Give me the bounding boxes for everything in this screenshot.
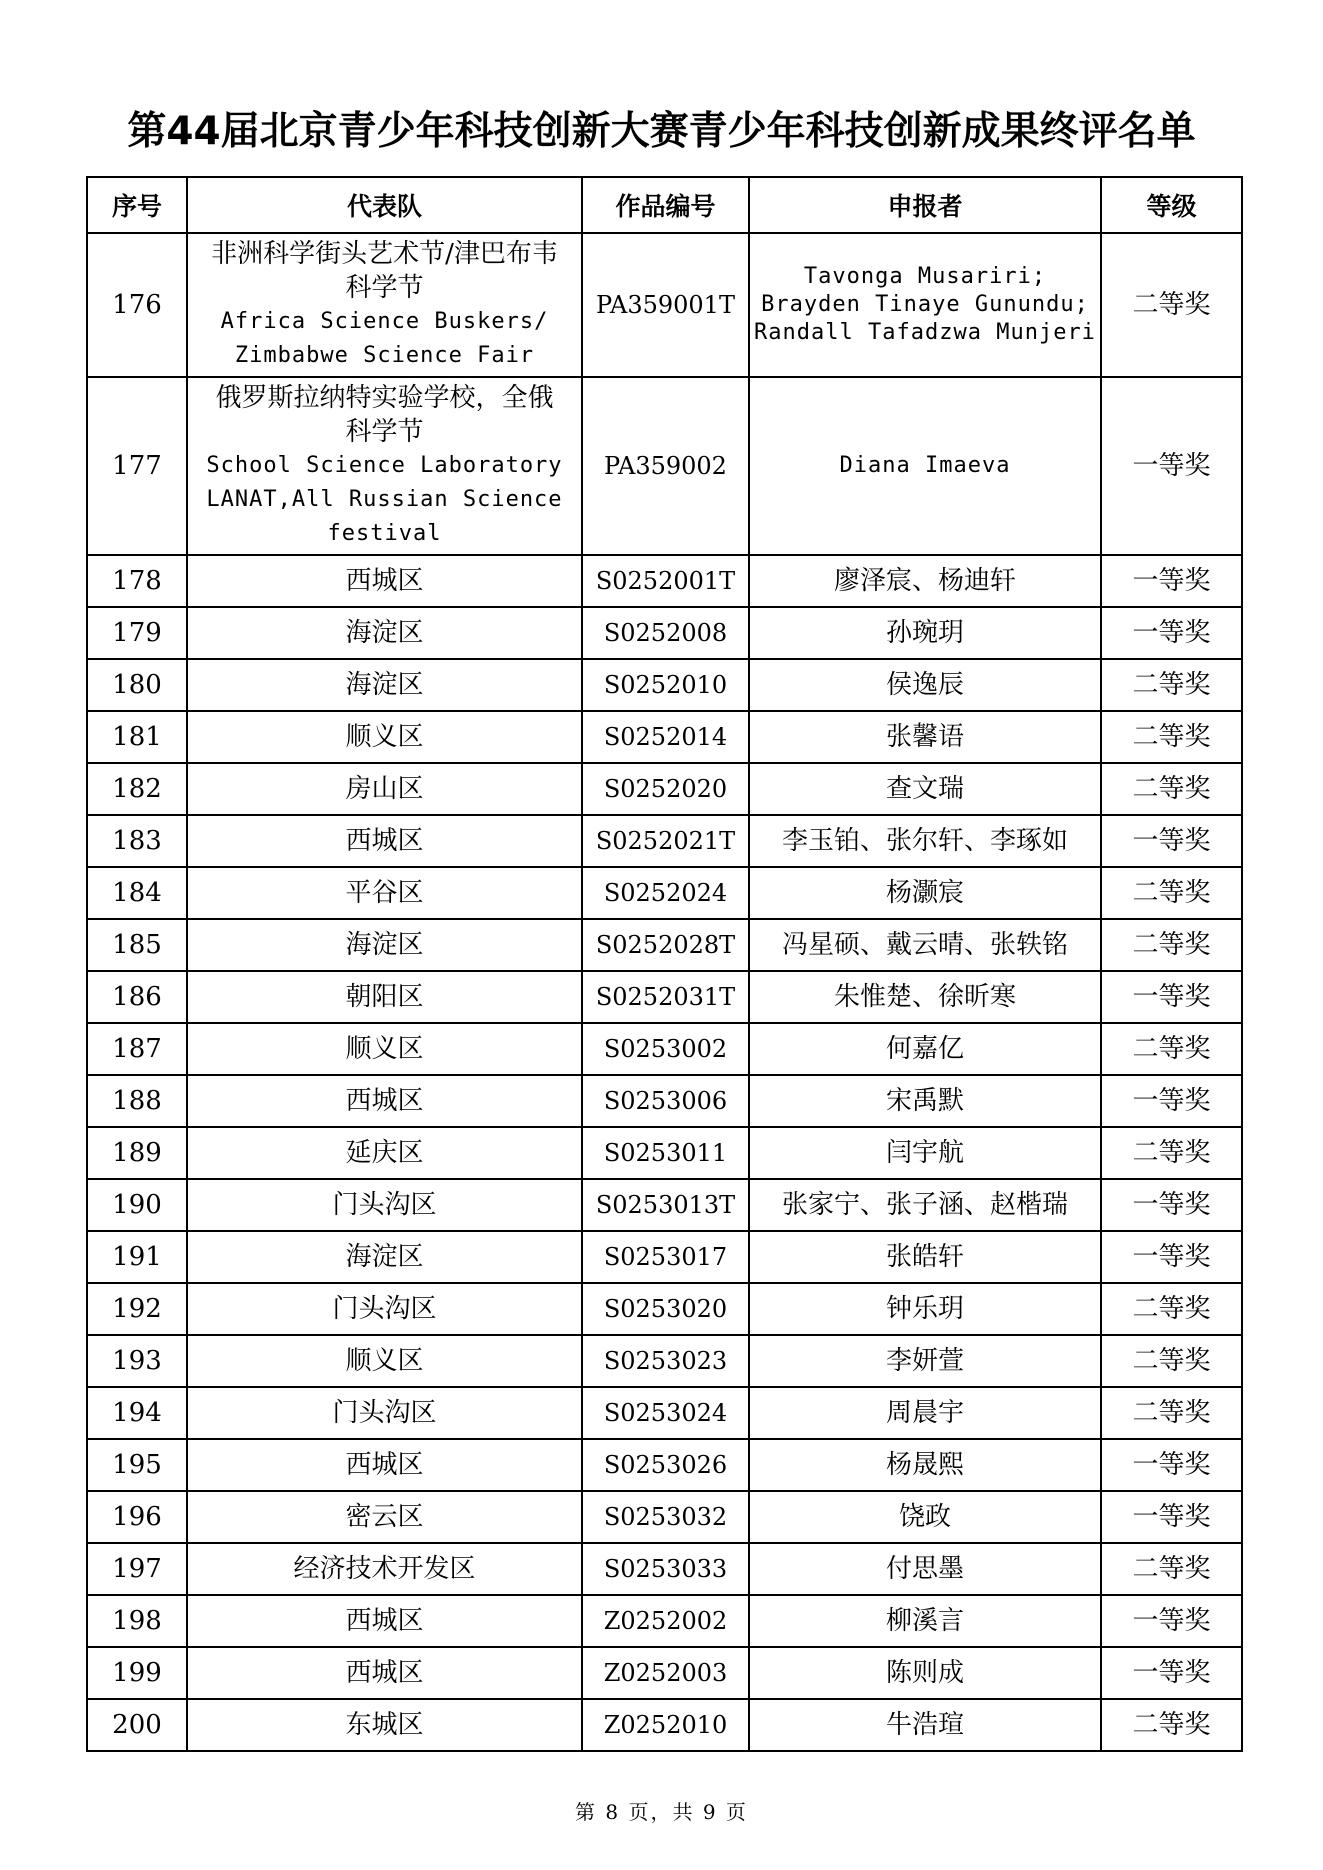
cell-team: 顺义区 — [187, 1023, 582, 1075]
cell-grade: 一等奖 — [1101, 1647, 1242, 1699]
team-line: 科学节 — [345, 417, 424, 447]
cell-team: 东城区 — [187, 1699, 582, 1751]
cell-applicant: 付思墨 — [749, 1543, 1101, 1595]
cell-work-id: PA359002 — [582, 377, 749, 555]
cell-grade: 二等奖 — [1101, 1387, 1242, 1439]
cell-applicant: 陈则成 — [749, 1647, 1101, 1699]
table-row — [87, 659, 1242, 711]
cell-team — [187, 377, 582, 555]
cell-seq: 190 — [87, 1179, 187, 1231]
cell-seq: 179 — [87, 607, 187, 659]
cell-work-id: S0253013T — [582, 1179, 749, 1231]
cell-grade: 一等奖 — [1101, 1595, 1242, 1647]
cell-team: 经济技术开发区 — [187, 1543, 582, 1595]
cell-team: 门头沟区 — [187, 1179, 582, 1231]
cell-grade: 二等奖 — [1101, 1127, 1242, 1179]
cell-grade: 一等奖 — [1101, 555, 1242, 607]
cell-seq: 181 — [87, 711, 187, 763]
cell-work-id: S0253033 — [582, 1543, 749, 1595]
cell-applicant: 周晨宇 — [749, 1387, 1101, 1439]
page-title: 第44届北京青少年科技创新大赛青少年科技创新成果终评名单 — [127, 109, 1196, 154]
cell-applicant: 李妍萱 — [749, 1335, 1101, 1387]
cell-work-id: S0252020 — [582, 763, 749, 815]
cell-team: 平谷区 — [187, 867, 582, 919]
cell-seq: 195 — [87, 1439, 187, 1491]
cell-applicant: 朱惟楚、徐昕寒 — [749, 971, 1101, 1023]
cell-applicant: 钟乐玥 — [749, 1283, 1101, 1335]
cell-work-id: S0253023 — [582, 1335, 749, 1387]
cell-grade: 一等奖 — [1101, 1231, 1242, 1283]
table-row — [87, 815, 1242, 867]
cell-grade: 一等奖 — [1101, 971, 1242, 1023]
cell-work-id: Z0252010 — [582, 1699, 749, 1751]
cell-work-id: S0253024 — [582, 1387, 749, 1439]
table-row — [87, 1387, 1242, 1439]
cell-grade: 二等奖 — [1101, 1543, 1242, 1595]
cell-grade: 一等奖 — [1101, 1179, 1242, 1231]
cell-team: 西城区 — [187, 555, 582, 607]
cell-grade: 一等奖 — [1101, 1439, 1242, 1491]
cell-seq: 199 — [87, 1647, 187, 1699]
applicant-line: Randall Tafadzwa Munjeri — [754, 320, 1096, 345]
cell-grade: 二等奖 — [1101, 763, 1242, 815]
cell-grade: 二等奖 — [1101, 233, 1242, 377]
cell-grade: 一等奖 — [1101, 1491, 1242, 1543]
cell-work-id: S0253020 — [582, 1283, 749, 1335]
cell-work-id: Z0252003 — [582, 1647, 749, 1699]
applicant-line: Tavonga Musariri; — [803, 264, 1047, 289]
header-team: 代表队 — [187, 177, 582, 233]
cell-grade: 二等奖 — [1101, 1283, 1242, 1335]
cell-team: 西城区 — [187, 815, 582, 867]
cell-seq: 192 — [87, 1283, 187, 1335]
table-row — [87, 1075, 1242, 1127]
table-row — [87, 1595, 1242, 1647]
cell-team: 西城区 — [187, 1439, 582, 1491]
cell-team: 朝阳区 — [187, 971, 582, 1023]
cell-work-id: S0252001T — [582, 555, 749, 607]
header-grade: 等级 — [1101, 177, 1242, 233]
cell-team: 西城区 — [187, 1647, 582, 1699]
cell-seq: 196 — [87, 1491, 187, 1543]
table-row — [87, 763, 1242, 815]
cell-applicant — [749, 233, 1101, 377]
table-row — [87, 1231, 1242, 1283]
cell-seq: 177 — [87, 377, 187, 555]
cell-work-id: S0252024 — [582, 867, 749, 919]
table-row — [87, 1127, 1242, 1179]
cell-team: 门头沟区 — [187, 1283, 582, 1335]
table-row — [87, 233, 1242, 377]
applicant-line: Diana Imaeva — [839, 453, 1011, 478]
cell-seq: 176 — [87, 233, 187, 377]
applicant-line: Brayden Tinaye Gunundu; — [761, 292, 1089, 317]
table-row — [87, 867, 1242, 919]
cell-seq: 185 — [87, 919, 187, 971]
cell-grade: 二等奖 — [1101, 659, 1242, 711]
table-row — [87, 1543, 1242, 1595]
cell-team: 密云区 — [187, 1491, 582, 1543]
cell-work-id: S0252008 — [582, 607, 749, 659]
cell-team: 海淀区 — [187, 1231, 582, 1283]
cell-work-id: S0253017 — [582, 1231, 749, 1283]
table-row — [87, 1699, 1242, 1751]
cell-work-id: S0252014 — [582, 711, 749, 763]
cell-seq: 184 — [87, 867, 187, 919]
header-applicant: 申报者 — [749, 177, 1101, 233]
table-row — [87, 1335, 1242, 1387]
cell-seq: 188 — [87, 1075, 187, 1127]
cell-seq: 189 — [87, 1127, 187, 1179]
cell-team — [187, 233, 582, 377]
cell-applicant: 李玉铂、张尔轩、李琢如 — [749, 815, 1101, 867]
cell-seq: 194 — [87, 1387, 187, 1439]
team-line: festival — [327, 521, 442, 546]
cell-seq: 186 — [87, 971, 187, 1023]
cell-work-id: S0252028T — [582, 919, 749, 971]
table-row — [87, 377, 1242, 555]
cell-applicant: 牛浩瑄 — [749, 1699, 1101, 1751]
cell-work-id: S0252021T — [582, 815, 749, 867]
cell-work-id: S0252031T — [582, 971, 749, 1023]
cell-applicant: 冯星硕、戴云晴、张轶铭 — [749, 919, 1101, 971]
cell-applicant: 张家宁、张子涵、赵楷瑞 — [749, 1179, 1101, 1231]
cell-work-id: S0253006 — [582, 1075, 749, 1127]
cell-team: 海淀区 — [187, 919, 582, 971]
cell-seq: 200 — [87, 1699, 187, 1751]
cell-seq: 187 — [87, 1023, 187, 1075]
header-work-id: 作品编号 — [582, 177, 749, 233]
cell-grade: 二等奖 — [1101, 1335, 1242, 1387]
cell-applicant: 杨灏宸 — [749, 867, 1101, 919]
team-line: Zimbabwe Science Fair — [234, 343, 535, 368]
cell-seq: 183 — [87, 815, 187, 867]
cell-grade: 二等奖 — [1101, 867, 1242, 919]
cell-work-id: PA359001T — [582, 233, 749, 377]
cell-grade: 一等奖 — [1101, 377, 1242, 555]
team-line: LANAT,All Russian Science — [206, 487, 563, 512]
cell-applicant: 张馨语 — [749, 711, 1101, 763]
cell-work-id: Z0252002 — [582, 1595, 749, 1647]
cell-team: 西城区 — [187, 1595, 582, 1647]
cell-seq: 198 — [87, 1595, 187, 1647]
table-header-row — [87, 177, 1242, 233]
table-row — [87, 919, 1242, 971]
cell-seq: 193 — [87, 1335, 187, 1387]
team-line: 科学节 — [345, 273, 424, 303]
team-line: 非洲科学街头艺术节/津巴布韦 — [211, 239, 558, 269]
table-row — [87, 1283, 1242, 1335]
cell-applicant: 廖泽宸、杨迪轩 — [749, 555, 1101, 607]
cell-seq: 197 — [87, 1543, 187, 1595]
cell-applicant: 侯逸辰 — [749, 659, 1101, 711]
team-line: 俄罗斯拉纳特实验学校，全俄 — [215, 383, 554, 413]
cell-work-id: S0252010 — [582, 659, 749, 711]
cell-seq: 191 — [87, 1231, 187, 1283]
cell-team: 顺义区 — [187, 1335, 582, 1387]
cell-work-id: S0253026 — [582, 1439, 749, 1491]
results-table — [86, 176, 1243, 1752]
cell-seq: 178 — [87, 555, 187, 607]
cell-grade: 二等奖 — [1101, 919, 1242, 971]
cell-applicant — [749, 377, 1101, 555]
cell-applicant: 宋禹默 — [749, 1075, 1101, 1127]
table-row — [87, 1647, 1242, 1699]
table-row — [87, 971, 1242, 1023]
cell-grade: 一等奖 — [1101, 815, 1242, 867]
cell-team: 房山区 — [187, 763, 582, 815]
cell-team: 延庆区 — [187, 1127, 582, 1179]
cell-applicant: 何嘉亿 — [749, 1023, 1101, 1075]
cell-work-id: S0253002 — [582, 1023, 749, 1075]
cell-applicant: 柳溪言 — [749, 1595, 1101, 1647]
cell-grade: 二等奖 — [1101, 1023, 1242, 1075]
cell-team: 顺义区 — [187, 711, 582, 763]
header-seq: 序号 — [87, 177, 187, 233]
cell-grade: 二等奖 — [1101, 711, 1242, 763]
cell-applicant: 闫宇航 — [749, 1127, 1101, 1179]
table-row — [87, 1179, 1242, 1231]
cell-seq: 182 — [87, 763, 187, 815]
table-row — [87, 1491, 1242, 1543]
cell-applicant: 查文瑞 — [749, 763, 1101, 815]
cell-applicant: 杨晟熙 — [749, 1439, 1101, 1491]
team-line: Africa Science Buskers/ — [220, 309, 549, 334]
cell-work-id: S0253011 — [582, 1127, 749, 1179]
table-row — [87, 555, 1242, 607]
table-row — [87, 1439, 1242, 1491]
cell-team: 门头沟区 — [187, 1387, 582, 1439]
cell-grade: 一等奖 — [1101, 1075, 1242, 1127]
cell-team: 西城区 — [187, 1075, 582, 1127]
team-line: School Science Laboratory — [206, 453, 563, 478]
cell-team: 海淀区 — [187, 607, 582, 659]
page-footer: 第 8 页，共 9 页 — [575, 1800, 748, 1824]
cell-work-id: S0253032 — [582, 1491, 749, 1543]
cell-seq: 180 — [87, 659, 187, 711]
cell-applicant: 张皓轩 — [749, 1231, 1101, 1283]
cell-grade: 一等奖 — [1101, 607, 1242, 659]
table-row — [87, 607, 1242, 659]
table-row — [87, 711, 1242, 763]
cell-team: 海淀区 — [187, 659, 582, 711]
cell-applicant: 孙琬玥 — [749, 607, 1101, 659]
table-row — [87, 1023, 1242, 1075]
cell-applicant: 饶政 — [749, 1491, 1101, 1543]
cell-grade: 二等奖 — [1101, 1699, 1242, 1751]
